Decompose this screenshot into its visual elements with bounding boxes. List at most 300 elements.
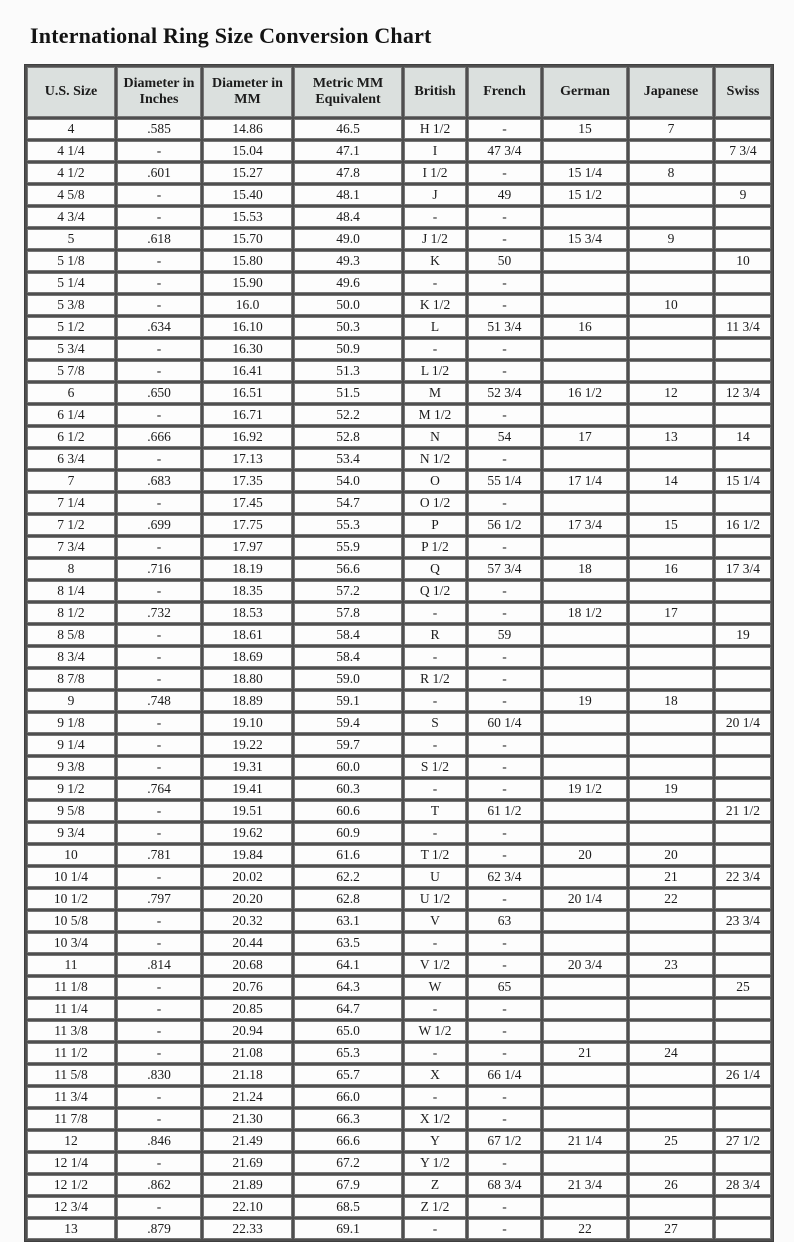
- table-cell: 6: [27, 383, 115, 403]
- table-cell: 20.85: [203, 999, 292, 1019]
- table-cell: 65: [468, 977, 541, 997]
- table-cell: 18: [543, 559, 627, 579]
- table-cell: 64.7: [294, 999, 402, 1019]
- table-cell: -: [404, 1043, 466, 1063]
- table-cell: [629, 647, 713, 667]
- table-cell: [629, 207, 713, 227]
- table-cell: 50.9: [294, 339, 402, 359]
- table-cell: [715, 647, 771, 667]
- table-cell: [543, 933, 627, 953]
- table-cell: [715, 229, 771, 249]
- table-cell: [629, 625, 713, 645]
- table-cell: [715, 1087, 771, 1107]
- table-cell: 52 3/4: [468, 383, 541, 403]
- table-row: [27, 845, 771, 865]
- table-cell: 64.3: [294, 977, 402, 997]
- table-cell: [543, 251, 627, 271]
- table-cell: [543, 625, 627, 645]
- table-cell: -: [468, 603, 541, 623]
- table-cell: 19.41: [203, 779, 292, 799]
- table-cell: 51.3: [294, 361, 402, 381]
- table-cell: 19.62: [203, 823, 292, 843]
- table-row: [27, 339, 771, 359]
- column-header: French: [468, 67, 541, 117]
- table-cell: [715, 889, 771, 909]
- table-cell: 7 3/4: [27, 537, 115, 557]
- table-cell: [715, 955, 771, 975]
- table-cell: -: [468, 845, 541, 865]
- table-cell: 15.70: [203, 229, 292, 249]
- table-cell: .814: [117, 955, 201, 975]
- table-cell: 25: [715, 977, 771, 997]
- table-cell: -: [404, 999, 466, 1019]
- table-cell: O 1/2: [404, 493, 466, 513]
- table-cell: -: [468, 1197, 541, 1217]
- table-cell: [715, 119, 771, 139]
- table-cell: 21.08: [203, 1043, 292, 1063]
- table-cell: 63.1: [294, 911, 402, 931]
- table-cell: 16.92: [203, 427, 292, 447]
- table-cell: 26 1/4: [715, 1065, 771, 1085]
- table-cell: -: [117, 1087, 201, 1107]
- table-cell: -: [404, 779, 466, 799]
- table-cell: 47 3/4: [468, 141, 541, 161]
- table-cell: 66.6: [294, 1131, 402, 1151]
- table-cell: [543, 1021, 627, 1041]
- table-cell: [543, 999, 627, 1019]
- table-cell: 10: [629, 295, 713, 315]
- table-cell: .879: [117, 1219, 201, 1239]
- table-cell: 6 1/2: [27, 427, 115, 447]
- table-cell: -: [117, 449, 201, 469]
- table-cell: 47.1: [294, 141, 402, 161]
- table-cell: 67 1/2: [468, 1131, 541, 1151]
- table-row: [27, 1175, 771, 1195]
- table-cell: 15.53: [203, 207, 292, 227]
- table-cell: 20.44: [203, 933, 292, 953]
- table-row: [27, 669, 771, 689]
- table-cell: [715, 537, 771, 557]
- table-cell: 60.0: [294, 757, 402, 777]
- table-cell: -: [117, 581, 201, 601]
- table-cell: .732: [117, 603, 201, 623]
- table-cell: [543, 1153, 627, 1173]
- table-row: [27, 779, 771, 799]
- table-cell: -: [468, 1087, 541, 1107]
- table-row: [27, 955, 771, 975]
- column-header: Diameter in MM: [203, 67, 292, 117]
- table-cell: 19.22: [203, 735, 292, 755]
- table-cell: -: [468, 207, 541, 227]
- table-cell: 67.2: [294, 1153, 402, 1173]
- table-cell: [629, 757, 713, 777]
- table-cell: [629, 537, 713, 557]
- table-cell: 21.69: [203, 1153, 292, 1173]
- table-cell: -: [468, 691, 541, 711]
- table-cell: 26: [629, 1175, 713, 1195]
- table-row: [27, 1021, 771, 1041]
- table-cell: [543, 537, 627, 557]
- table-cell: L 1/2: [404, 361, 466, 381]
- table-cell: 15.80: [203, 251, 292, 271]
- table-cell: [715, 691, 771, 711]
- table-cell: -: [117, 537, 201, 557]
- table-cell: 59: [468, 625, 541, 645]
- table-cell: 5 3/4: [27, 339, 115, 359]
- table-cell: -: [468, 119, 541, 139]
- table-cell: 62 3/4: [468, 867, 541, 887]
- table-row: [27, 889, 771, 909]
- table-cell: 60.3: [294, 779, 402, 799]
- table-cell: [543, 647, 627, 667]
- table-cell: -: [117, 867, 201, 887]
- column-header: Japanese: [629, 67, 713, 117]
- table-row: [27, 559, 771, 579]
- table-cell: 8 1/2: [27, 603, 115, 623]
- table-header: [27, 67, 771, 117]
- table-cell: [629, 911, 713, 931]
- table-cell: -: [468, 229, 541, 249]
- table-cell: 21.49: [203, 1131, 292, 1151]
- table-cell: [715, 845, 771, 865]
- table-cell: 22.10: [203, 1197, 292, 1217]
- table-cell: 54: [468, 427, 541, 447]
- table-cell: -: [468, 735, 541, 755]
- table-cell: .716: [117, 559, 201, 579]
- table-cell: 53.4: [294, 449, 402, 469]
- table-cell: 18.35: [203, 581, 292, 601]
- table-cell: 57.8: [294, 603, 402, 623]
- table-cell: 21.89: [203, 1175, 292, 1195]
- column-header: German: [543, 67, 627, 117]
- table-cell: 55.3: [294, 515, 402, 535]
- table-cell: [543, 581, 627, 601]
- table-cell: [543, 493, 627, 513]
- table-cell: 67.9: [294, 1175, 402, 1195]
- table-cell: 59.0: [294, 669, 402, 689]
- table-row: [27, 999, 771, 1019]
- table-cell: 21.30: [203, 1109, 292, 1129]
- table-cell: 4 5/8: [27, 185, 115, 205]
- table-cell: 56 1/2: [468, 515, 541, 535]
- table-cell: -: [117, 1021, 201, 1041]
- table-cell: 55.9: [294, 537, 402, 557]
- table-cell: -: [468, 779, 541, 799]
- column-header: U.S. Size: [27, 67, 115, 117]
- table-cell: 21.24: [203, 1087, 292, 1107]
- table-cell: -: [117, 669, 201, 689]
- table-cell: -: [404, 273, 466, 293]
- table-row: [27, 1109, 771, 1129]
- table-cell: -: [468, 955, 541, 975]
- table-row: [27, 449, 771, 469]
- table-cell: 9: [27, 691, 115, 711]
- table-row: [27, 427, 771, 447]
- table-cell: 7: [27, 471, 115, 491]
- table-cell: [629, 405, 713, 425]
- table-cell: 20: [543, 845, 627, 865]
- table-row: [27, 1131, 771, 1151]
- table-cell: J 1/2: [404, 229, 466, 249]
- table-cell: -: [117, 625, 201, 645]
- table-cell: -: [404, 647, 466, 667]
- table-cell: 5 3/8: [27, 295, 115, 315]
- table-cell: 16.0: [203, 295, 292, 315]
- table-cell: -: [117, 1043, 201, 1063]
- table-cell: 18.80: [203, 669, 292, 689]
- table-cell: [629, 1109, 713, 1129]
- table-cell: [629, 141, 713, 161]
- table-cell: [543, 361, 627, 381]
- table-cell: 9 5/8: [27, 801, 115, 821]
- table-cell: Q: [404, 559, 466, 579]
- table-cell: 18.19: [203, 559, 292, 579]
- table-cell: -: [404, 207, 466, 227]
- table-cell: 58.4: [294, 647, 402, 667]
- table-cell: 16.51: [203, 383, 292, 403]
- table-cell: 9 1/8: [27, 713, 115, 733]
- table-cell: [543, 911, 627, 931]
- table-cell: 7 3/4: [715, 141, 771, 161]
- table-cell: [543, 735, 627, 755]
- table-cell: -: [117, 911, 201, 931]
- table-row: [27, 361, 771, 381]
- page-title: International Ring Size Conversion Chart: [30, 22, 432, 48]
- table-cell: 13: [629, 427, 713, 447]
- table-cell: 19: [715, 625, 771, 645]
- table-cell: 21 1/4: [543, 1131, 627, 1151]
- table-cell: -: [468, 823, 541, 843]
- table-cell: [629, 713, 713, 733]
- table-cell: 14.86: [203, 119, 292, 139]
- table-cell: [715, 207, 771, 227]
- table-cell: 11 7/8: [27, 1109, 115, 1129]
- table-cell: 24: [629, 1043, 713, 1063]
- table-cell: 11 3/8: [27, 1021, 115, 1041]
- table-cell: -: [117, 757, 201, 777]
- table-cell: [715, 823, 771, 843]
- table-cell: [543, 207, 627, 227]
- table-cell: 59.1: [294, 691, 402, 711]
- table-row: [27, 1087, 771, 1107]
- table-row: [27, 933, 771, 953]
- table-cell: 16.10: [203, 317, 292, 337]
- table-cell: -: [468, 999, 541, 1019]
- table-cell: [629, 185, 713, 205]
- table-cell: 17 3/4: [715, 559, 771, 579]
- table-cell: 62.8: [294, 889, 402, 909]
- table-row: [27, 1219, 771, 1239]
- table-body: [27, 119, 771, 1239]
- table-cell: [543, 273, 627, 293]
- column-header: Metric MM Equivalent: [294, 67, 402, 117]
- table-row: [27, 207, 771, 227]
- table-cell: 8 5/8: [27, 625, 115, 645]
- table-cell: 12 3/4: [27, 1197, 115, 1217]
- table-cell: 25: [629, 1131, 713, 1151]
- table-cell: -: [117, 713, 201, 733]
- table-cell: 20.76: [203, 977, 292, 997]
- table-cell: -: [117, 295, 201, 315]
- table-cell: [715, 757, 771, 777]
- table-cell: [715, 1043, 771, 1063]
- table-cell: [629, 493, 713, 513]
- table-cell: -: [468, 449, 541, 469]
- table-cell: 48.1: [294, 185, 402, 205]
- table-cell: 9: [715, 185, 771, 205]
- table-header-row: [27, 67, 771, 117]
- table-cell: -: [117, 977, 201, 997]
- table-cell: 6 1/4: [27, 405, 115, 425]
- table-cell: P: [404, 515, 466, 535]
- table-cell: 9: [629, 229, 713, 249]
- table-cell: M 1/2: [404, 405, 466, 425]
- table-cell: 15 1/4: [715, 471, 771, 491]
- table-cell: [715, 339, 771, 359]
- table-cell: 17.45: [203, 493, 292, 513]
- table-cell: 61 1/2: [468, 801, 541, 821]
- table-cell: -: [117, 493, 201, 513]
- table-cell: 5 1/2: [27, 317, 115, 337]
- table-cell: V: [404, 911, 466, 931]
- table-cell: R 1/2: [404, 669, 466, 689]
- table-cell: 20: [629, 845, 713, 865]
- table-cell: 4 1/2: [27, 163, 115, 183]
- table-cell: 55 1/4: [468, 471, 541, 491]
- table-cell: [543, 713, 627, 733]
- table-row: [27, 735, 771, 755]
- table-cell: 10: [27, 845, 115, 865]
- table-cell: 60.9: [294, 823, 402, 843]
- table-cell: -: [468, 537, 541, 557]
- table-cell: .666: [117, 427, 201, 447]
- table-cell: 20 1/4: [543, 889, 627, 909]
- table-cell: 50.3: [294, 317, 402, 337]
- table-cell: -: [404, 735, 466, 755]
- table-cell: [715, 1109, 771, 1129]
- table-cell: J: [404, 185, 466, 205]
- table-cell: -: [117, 361, 201, 381]
- table-cell: 11 3/4: [715, 317, 771, 337]
- table-cell: [543, 977, 627, 997]
- table-cell: P 1/2: [404, 537, 466, 557]
- table-cell: 18 1/2: [543, 603, 627, 623]
- table-cell: 17 3/4: [543, 515, 627, 535]
- table-cell: 11 1/4: [27, 999, 115, 1019]
- table-cell: 20.32: [203, 911, 292, 931]
- table-cell: 65.0: [294, 1021, 402, 1041]
- table-cell: 17 1/4: [543, 471, 627, 491]
- table-cell: [543, 1109, 627, 1129]
- table-cell: .585: [117, 119, 201, 139]
- table-row: [27, 713, 771, 733]
- table-cell: 15: [543, 119, 627, 139]
- table-cell: 19.31: [203, 757, 292, 777]
- table-cell: 49.3: [294, 251, 402, 271]
- table-cell: [629, 1065, 713, 1085]
- table-cell: [543, 801, 627, 821]
- table-row: [27, 647, 771, 667]
- table-row: [27, 581, 771, 601]
- table-cell: 21 3/4: [543, 1175, 627, 1195]
- table-cell: 52.2: [294, 405, 402, 425]
- table-row: [27, 515, 771, 535]
- table-row: [27, 163, 771, 183]
- table-cell: 68.5: [294, 1197, 402, 1217]
- table-cell: 52.8: [294, 427, 402, 447]
- table-cell: .797: [117, 889, 201, 909]
- table-cell: 57 3/4: [468, 559, 541, 579]
- table-cell: -: [468, 295, 541, 315]
- table-cell: 15.27: [203, 163, 292, 183]
- table-cell: 17: [629, 603, 713, 623]
- table-cell: X: [404, 1065, 466, 1085]
- table-row: [27, 383, 771, 403]
- table-cell: 5 7/8: [27, 361, 115, 381]
- table-cell: 15.40: [203, 185, 292, 205]
- table-cell: 65.7: [294, 1065, 402, 1085]
- table-cell: -: [468, 361, 541, 381]
- table-cell: 59.7: [294, 735, 402, 755]
- table-cell: N 1/2: [404, 449, 466, 469]
- table-cell: [715, 361, 771, 381]
- table-cell: -: [404, 823, 466, 843]
- table-cell: 10 1/4: [27, 867, 115, 887]
- table-cell: -: [117, 1109, 201, 1129]
- table-cell: [629, 1197, 713, 1217]
- table-cell: [715, 669, 771, 689]
- table-cell: 54.7: [294, 493, 402, 513]
- table-cell: R: [404, 625, 466, 645]
- table-cell: 8 7/8: [27, 669, 115, 689]
- table-cell: [715, 295, 771, 315]
- table-cell: [629, 449, 713, 469]
- table-cell: 23 3/4: [715, 911, 771, 931]
- table-cell: [543, 1065, 627, 1085]
- table-cell: Y: [404, 1131, 466, 1151]
- table-cell: 48.4: [294, 207, 402, 227]
- table-cell: [715, 1021, 771, 1041]
- table-cell: 15.04: [203, 141, 292, 161]
- table-cell: H 1/2: [404, 119, 466, 139]
- table-cell: .748: [117, 691, 201, 711]
- table-row: [27, 119, 771, 139]
- table-cell: .862: [117, 1175, 201, 1195]
- table-cell: [543, 669, 627, 689]
- table-cell: 57.2: [294, 581, 402, 601]
- table-cell: 18: [629, 691, 713, 711]
- table-cell: [543, 1087, 627, 1107]
- table-cell: 4 1/4: [27, 141, 115, 161]
- table-row: [27, 1197, 771, 1217]
- table-cell: 12: [629, 383, 713, 403]
- table-cell: U: [404, 867, 466, 887]
- table-row: [27, 977, 771, 997]
- table-cell: .601: [117, 163, 201, 183]
- table-cell: -: [468, 163, 541, 183]
- table-cell: 8 1/4: [27, 581, 115, 601]
- table-cell: -: [404, 603, 466, 623]
- column-header: Diameter in Inches: [117, 67, 201, 117]
- table-cell: [629, 801, 713, 821]
- table-cell: 60.6: [294, 801, 402, 821]
- table-cell: [629, 735, 713, 755]
- table-cell: 16 1/2: [543, 383, 627, 403]
- table-cell: 23: [629, 955, 713, 975]
- table-cell: T: [404, 801, 466, 821]
- table-cell: 15 1/2: [543, 185, 627, 205]
- table-cell: -: [404, 933, 466, 953]
